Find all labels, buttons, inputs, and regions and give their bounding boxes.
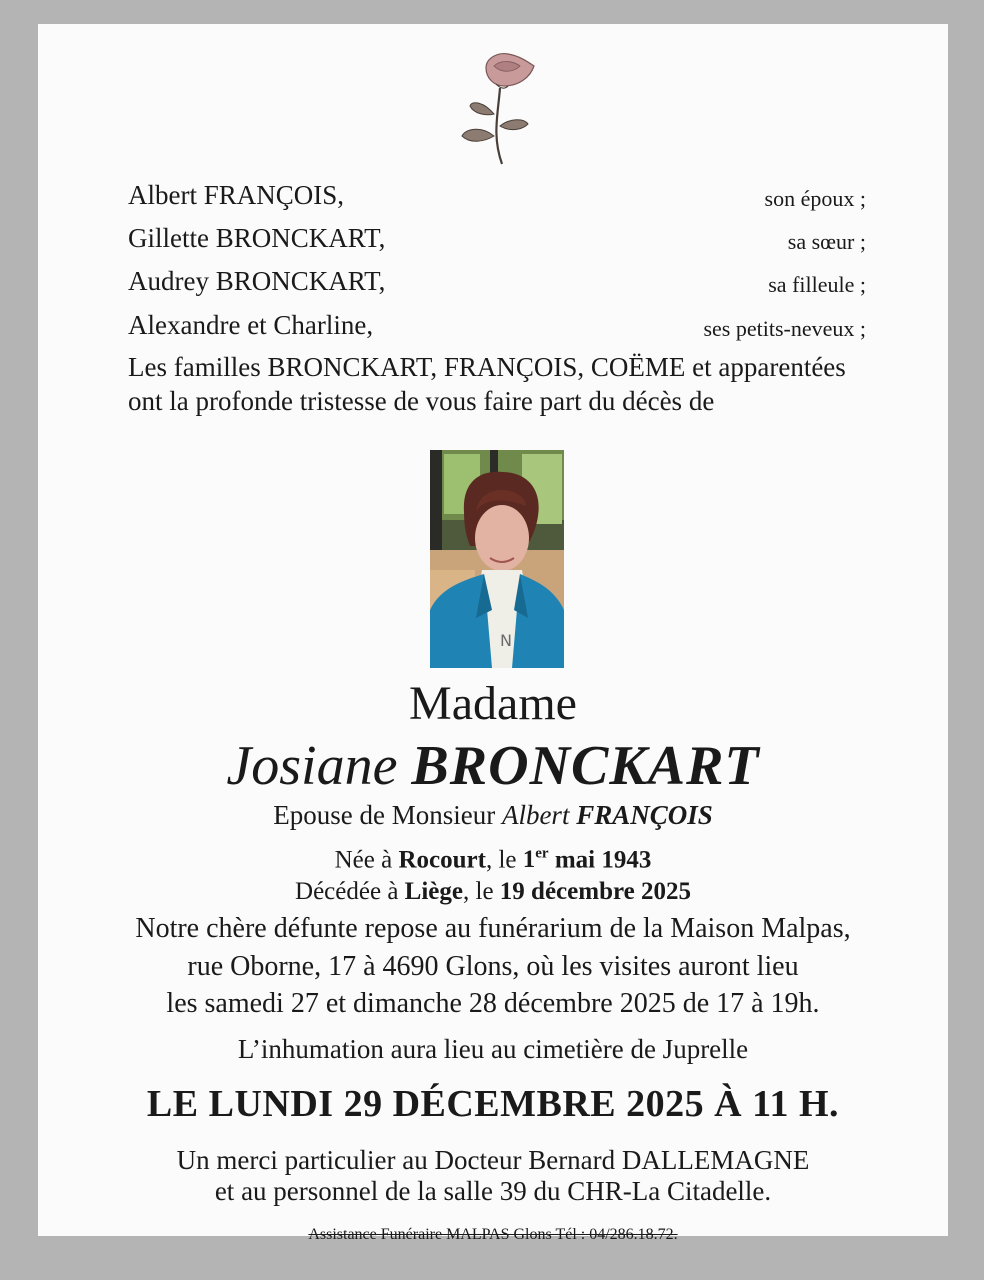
relative-row [128,223,866,261]
thanks-line: et au personnel de la salle 39 du CHR-La Citadelle. [214,1176,772,1206]
funeral-home-footer: Assistance Funéraire MALPAS Glons Tél : 04/286.18.72. [308,1226,678,1243]
rose-icon [442,44,546,168]
relative-row [128,310,866,348]
relative-role: ses petits-neveux ; [703,316,866,341]
portrait-photo [430,450,564,668]
birth-day: 1er [522,846,549,874]
relative-role: son époux ; [764,186,866,211]
death-place: Liège [404,878,463,905]
birth-sep: , le [485,846,517,874]
last-name: BRONCKART [411,735,760,797]
svg-text:N: N [500,631,512,650]
birth-line [38,846,948,874]
birth-place: Rocourt [398,846,486,874]
relative-role: sa sœur ; [787,229,866,254]
relative-row [128,180,866,218]
relative-name: Alexandre et Charline, [128,310,374,340]
relative-name: Gillette BRONCKART, [128,223,386,253]
title-madame: Madame [409,677,577,730]
death-sep: , le [463,878,494,905]
repose-line: les samedi 27 et dimanche 28 décembre 2025 de 17 à 19h. [166,988,820,1019]
death-line [38,878,948,906]
deceased-name [38,734,948,798]
announcement-line: ont la profonde tristesse de vous faire part du décès de [128,386,715,416]
ceremony-date: LE LUNDI 29 DÉCEMBRE 2025 À 11 H. [146,1083,840,1125]
first-name: Josiane [226,735,398,797]
repose-line: Notre chère défunte repose au funérarium de la Maison Malpas, [135,913,851,944]
birth-date: mai 1943 [554,846,652,874]
relative-role: sa filleule ; [768,272,866,297]
inhumation-line: L’inhumation aura lieu au cimetière de Juprelle [237,1034,749,1064]
relative-name: Albert FRANÇOIS, [128,180,345,210]
spouse-last-name: FRANÇOIS [576,800,713,830]
families-line: Les familles BRONCKART, FRANÇOIS, COËME et apparentées [128,352,846,382]
relative-name: Audrey BRONCKART, [128,266,386,296]
birth-prefix: Née à [334,846,393,874]
death-prefix: Décédée à [295,878,399,905]
repose-line: rue Oborne, 17 à 4690 Glons, où les visites auront lieu [187,951,799,982]
relative-row [128,266,866,304]
spouse-line [38,800,948,831]
spouse-prefix: Epouse de Monsieur [273,800,496,830]
death-date: 19 décembre 2025 [499,878,691,905]
spouse-first-name: Albert [501,800,570,830]
thanks-line: Un merci particulier au Docteur Bernard DALLEMAGNE [176,1145,810,1175]
